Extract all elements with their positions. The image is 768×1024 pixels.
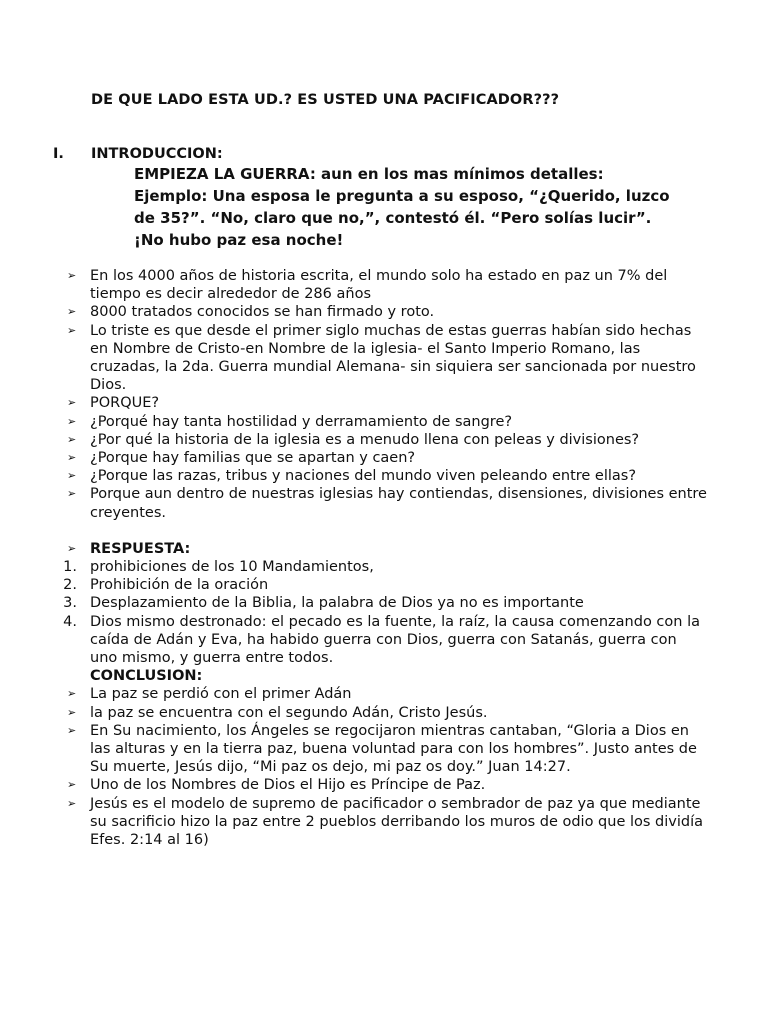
list-item — [67, 322, 707, 395]
spacer — [67, 522, 707, 540]
numbered-item — [63, 576, 707, 594]
list-item — [67, 449, 707, 467]
list-item-text: En Su nacimiento, los Ángeles se regocijaron mientras cantaban, “Gloria a Dios en las alturas y en la tierra paz, buena voluntad para con los hombres”. Justo antes de Su muerte, Jesús dijo, “Mi paz os dejo, mi paz os doy.” Juan 14:27. — [90, 722, 697, 776]
arrow-bullet-icon: ➢ — [67, 469, 77, 483]
list-item-text: 8000 tratados conocidos se han firmado y roto. — [90, 304, 435, 321]
arrow-bullet-icon: ➢ — [67, 541, 77, 555]
numbered-item-text: Dios mismo destronado: el pecado es la fuente, la raíz, la causa comenzando con la caída de Adán y Eva, ha habido guerra con Dios, guerra con Satanás, guerra con uno mismo, y guerra entre todos. — [90, 613, 700, 667]
list-item — [67, 303, 707, 321]
list-item — [67, 467, 707, 485]
list-item — [67, 704, 707, 722]
item-number: 2. — [63, 577, 77, 594]
intro-line: Ejemplo: Una esposa le pregunta a su esposo, “¿Querido, luzco de 35?”. “No, claro que no,”, contestó él. “Pero solías lucir”. — [134, 187, 670, 227]
list-item — [67, 267, 707, 303]
conclusion-label: CONCLUSION: — [90, 668, 203, 685]
numbered-item-text: Desplazamiento de la Biblia, la palabra de Dios ya no es importante — [90, 595, 584, 612]
list-item-text: ¿Porqué hay tanta hostilidad y derramamiento de sangre? — [90, 413, 513, 430]
arrow-bullet-icon: ➢ — [67, 269, 77, 282]
arrow-bullet-icon: ➢ — [67, 414, 77, 428]
arrow-bullet-icon: ➢ — [67, 723, 77, 737]
intro-line: ¡No hubo paz esa noche! — [134, 231, 344, 249]
list-item-text: Porque aun dentro de nuestras iglesias hay contiendas, disensiones, divisiones entre creyentes. — [90, 486, 707, 521]
list-item-text: ¿Por qué la historia de la iglesia es a menudo llena con peleas y divisiones? — [90, 431, 640, 448]
list-item-text: Jesús es el modelo de supremo de pacificador o sembrador de paz ya que mediante su sacrificio hizo la paz entre 2 pueblos derribando los muros de odio que los dividía Efes. 2:14 al 16) — [90, 795, 704, 849]
numbered-item-text: Prohibición de la oración — [90, 577, 269, 594]
intro-line: EMPIEZA LA GUERRA: aun en los mas mínimos detalles: — [134, 165, 604, 183]
numbered-item — [63, 594, 707, 612]
arrow-bullet-icon: ➢ — [67, 487, 77, 501]
arrow-bullet-icon: ➢ — [67, 796, 77, 810]
item-number: 4. — [63, 613, 77, 630]
arrow-bullet-icon: ➢ — [67, 305, 77, 319]
item-number: 1. — [63, 559, 77, 576]
list-item — [67, 776, 707, 794]
list-item-text: ¿Porque las razas, tribus y naciones del mundo viven peleando entre ellas? — [90, 468, 637, 485]
arrow-bullet-icon: ➢ — [67, 396, 77, 410]
bullet-list-intro — [63, 267, 707, 849]
section-number: I. — [53, 146, 64, 162]
arrow-bullet-icon: ➢ — [67, 323, 77, 337]
list-item — [67, 685, 707, 703]
arrow-bullet-icon: ➢ — [67, 705, 77, 719]
arrow-bullet-icon: ➢ — [67, 687, 77, 701]
list-item-text: PORQUE? — [90, 395, 160, 412]
section-title: INTRODUCCION: — [91, 146, 223, 162]
list-item — [67, 795, 707, 850]
list-item-text: Uno de los Nombres de Dios el Hijo es Príncipe de Paz. — [90, 777, 486, 794]
numbered-item-text: prohibiciones de los 10 Mandamientos, — [90, 559, 374, 576]
list-item — [67, 394, 707, 412]
list-item-text: Lo triste es que desde el primer siglo muchas de estas guerras habían sido hechas en Nombre de Cristo-en Nombre de la iglesia- el Santo Imperio Romano, las cruzadas, la 2da. Guerra mundial Alemana- sin siquiera ser sancionada por nuestro Dios. — [90, 322, 696, 394]
respuesta-label: RESPUESTA: — [90, 540, 191, 557]
list-item — [67, 722, 707, 777]
conclusion-heading — [67, 667, 707, 685]
arrow-bullet-icon: ➢ — [67, 451, 77, 465]
numbered-item — [63, 558, 707, 576]
list-item-text: la paz se encuentra con el segundo Adán, Cristo Jesús. — [90, 704, 488, 721]
list-item-text: La paz se perdió con el primer Adán — [90, 686, 352, 703]
list-item-text: ¿Porque hay familias que se apartan y caen? — [90, 450, 416, 467]
respuesta-heading — [67, 540, 707, 558]
list-item — [67, 485, 707, 521]
intro-block — [134, 163, 674, 251]
list-item — [67, 431, 707, 449]
document-title: DE QUE LADO ESTA UD.? ES USTED UNA PACIFICADOR??? — [91, 92, 560, 108]
list-item-text: En los 4000 años de historia escrita, el mundo solo ha estado en paz un 7% del tiempo es decir alrededor de 286 años — [90, 268, 668, 303]
item-number: 3. — [63, 595, 77, 612]
numbered-item — [63, 613, 707, 668]
arrow-bullet-icon: ➢ — [67, 778, 77, 792]
list-item — [67, 413, 707, 431]
arrow-bullet-icon: ➢ — [67, 432, 77, 446]
